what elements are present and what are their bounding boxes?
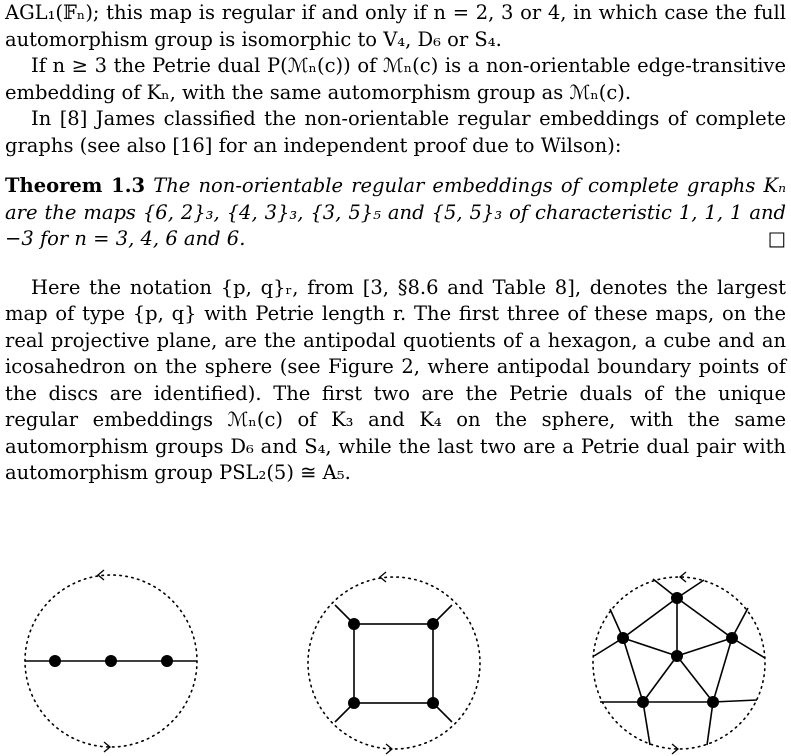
paragraph-petrie-dual: If n ≥ 3 the Petrie dual P(ℳₙ(c)) of ℳₙ(c) is a non-orientable edge-transitive embedding of Kₙ, with the same automorphism group as ℳₙ(c). <box>5 54 786 104</box>
vertex <box>348 697 360 709</box>
qed-symbol: □ <box>767 227 786 250</box>
vertex <box>707 696 719 708</box>
theorem-label: Theorem 1.3 <box>5 174 146 197</box>
disc-cube-quotient <box>308 572 480 754</box>
figure-2-drawings <box>0 560 791 756</box>
theorem-text: The non-orientable regular embeddings of complete graphs Kₙ are the maps {6, 2}₃, {4, 3}₃, {3, 5}₅ and {5, 5}₃ of characteristic 1, 1, 1 and −3 for n = 3, 4, 6 and 6. <box>5 174 786 250</box>
vertex <box>617 632 629 644</box>
vertex <box>726 632 738 644</box>
vertex <box>49 655 61 667</box>
paragraph-notation: Here the notation {p, q}ᵣ, from [3, §8.6 and Table 8], denotes the largest map of type {p, q} with Petrie length r. The first three of these maps, on the real projective plane, are the antipodal quotients of a hexagon, a cube and an icosahedron on the sphere (see Figure 2, where antipodal boundary points of the discs are identified). The first two are the Petrie duals of the unique regular embeddings ℳₙ(c) of K₃ and K₄ on the sphere, with the same automorphism groups D₆ and S₄, while the last two are a Petrie dual pair with automorphism group PSL₂(5) ≅ A₅. <box>5 275 786 484</box>
disc-hexagon-quotient <box>25 570 197 752</box>
disc-icosahedron-quotient <box>593 572 765 754</box>
theorem-block <box>5 173 786 253</box>
vertex <box>427 618 439 630</box>
vertex <box>105 655 117 667</box>
page-text <box>5 0 786 487</box>
vertex <box>671 650 683 662</box>
vertex <box>348 618 360 630</box>
vertex <box>427 697 439 709</box>
vertex <box>161 655 173 667</box>
figure-2 <box>0 560 791 756</box>
vertex <box>637 696 649 708</box>
paragraph-james: In [8] James classified the non-orientable regular embeddings of complete graphs (see also [16] for an independent proof due to Wilson): <box>5 107 786 157</box>
vertex <box>671 592 683 604</box>
paragraph-automorphism: AGL₁(𝔽ₙ); this map is regular if and only if n = 2, 3 or 4, in which case the full automorphism group is isomorphic to V₄, D₆ or S₄. <box>5 1 786 51</box>
